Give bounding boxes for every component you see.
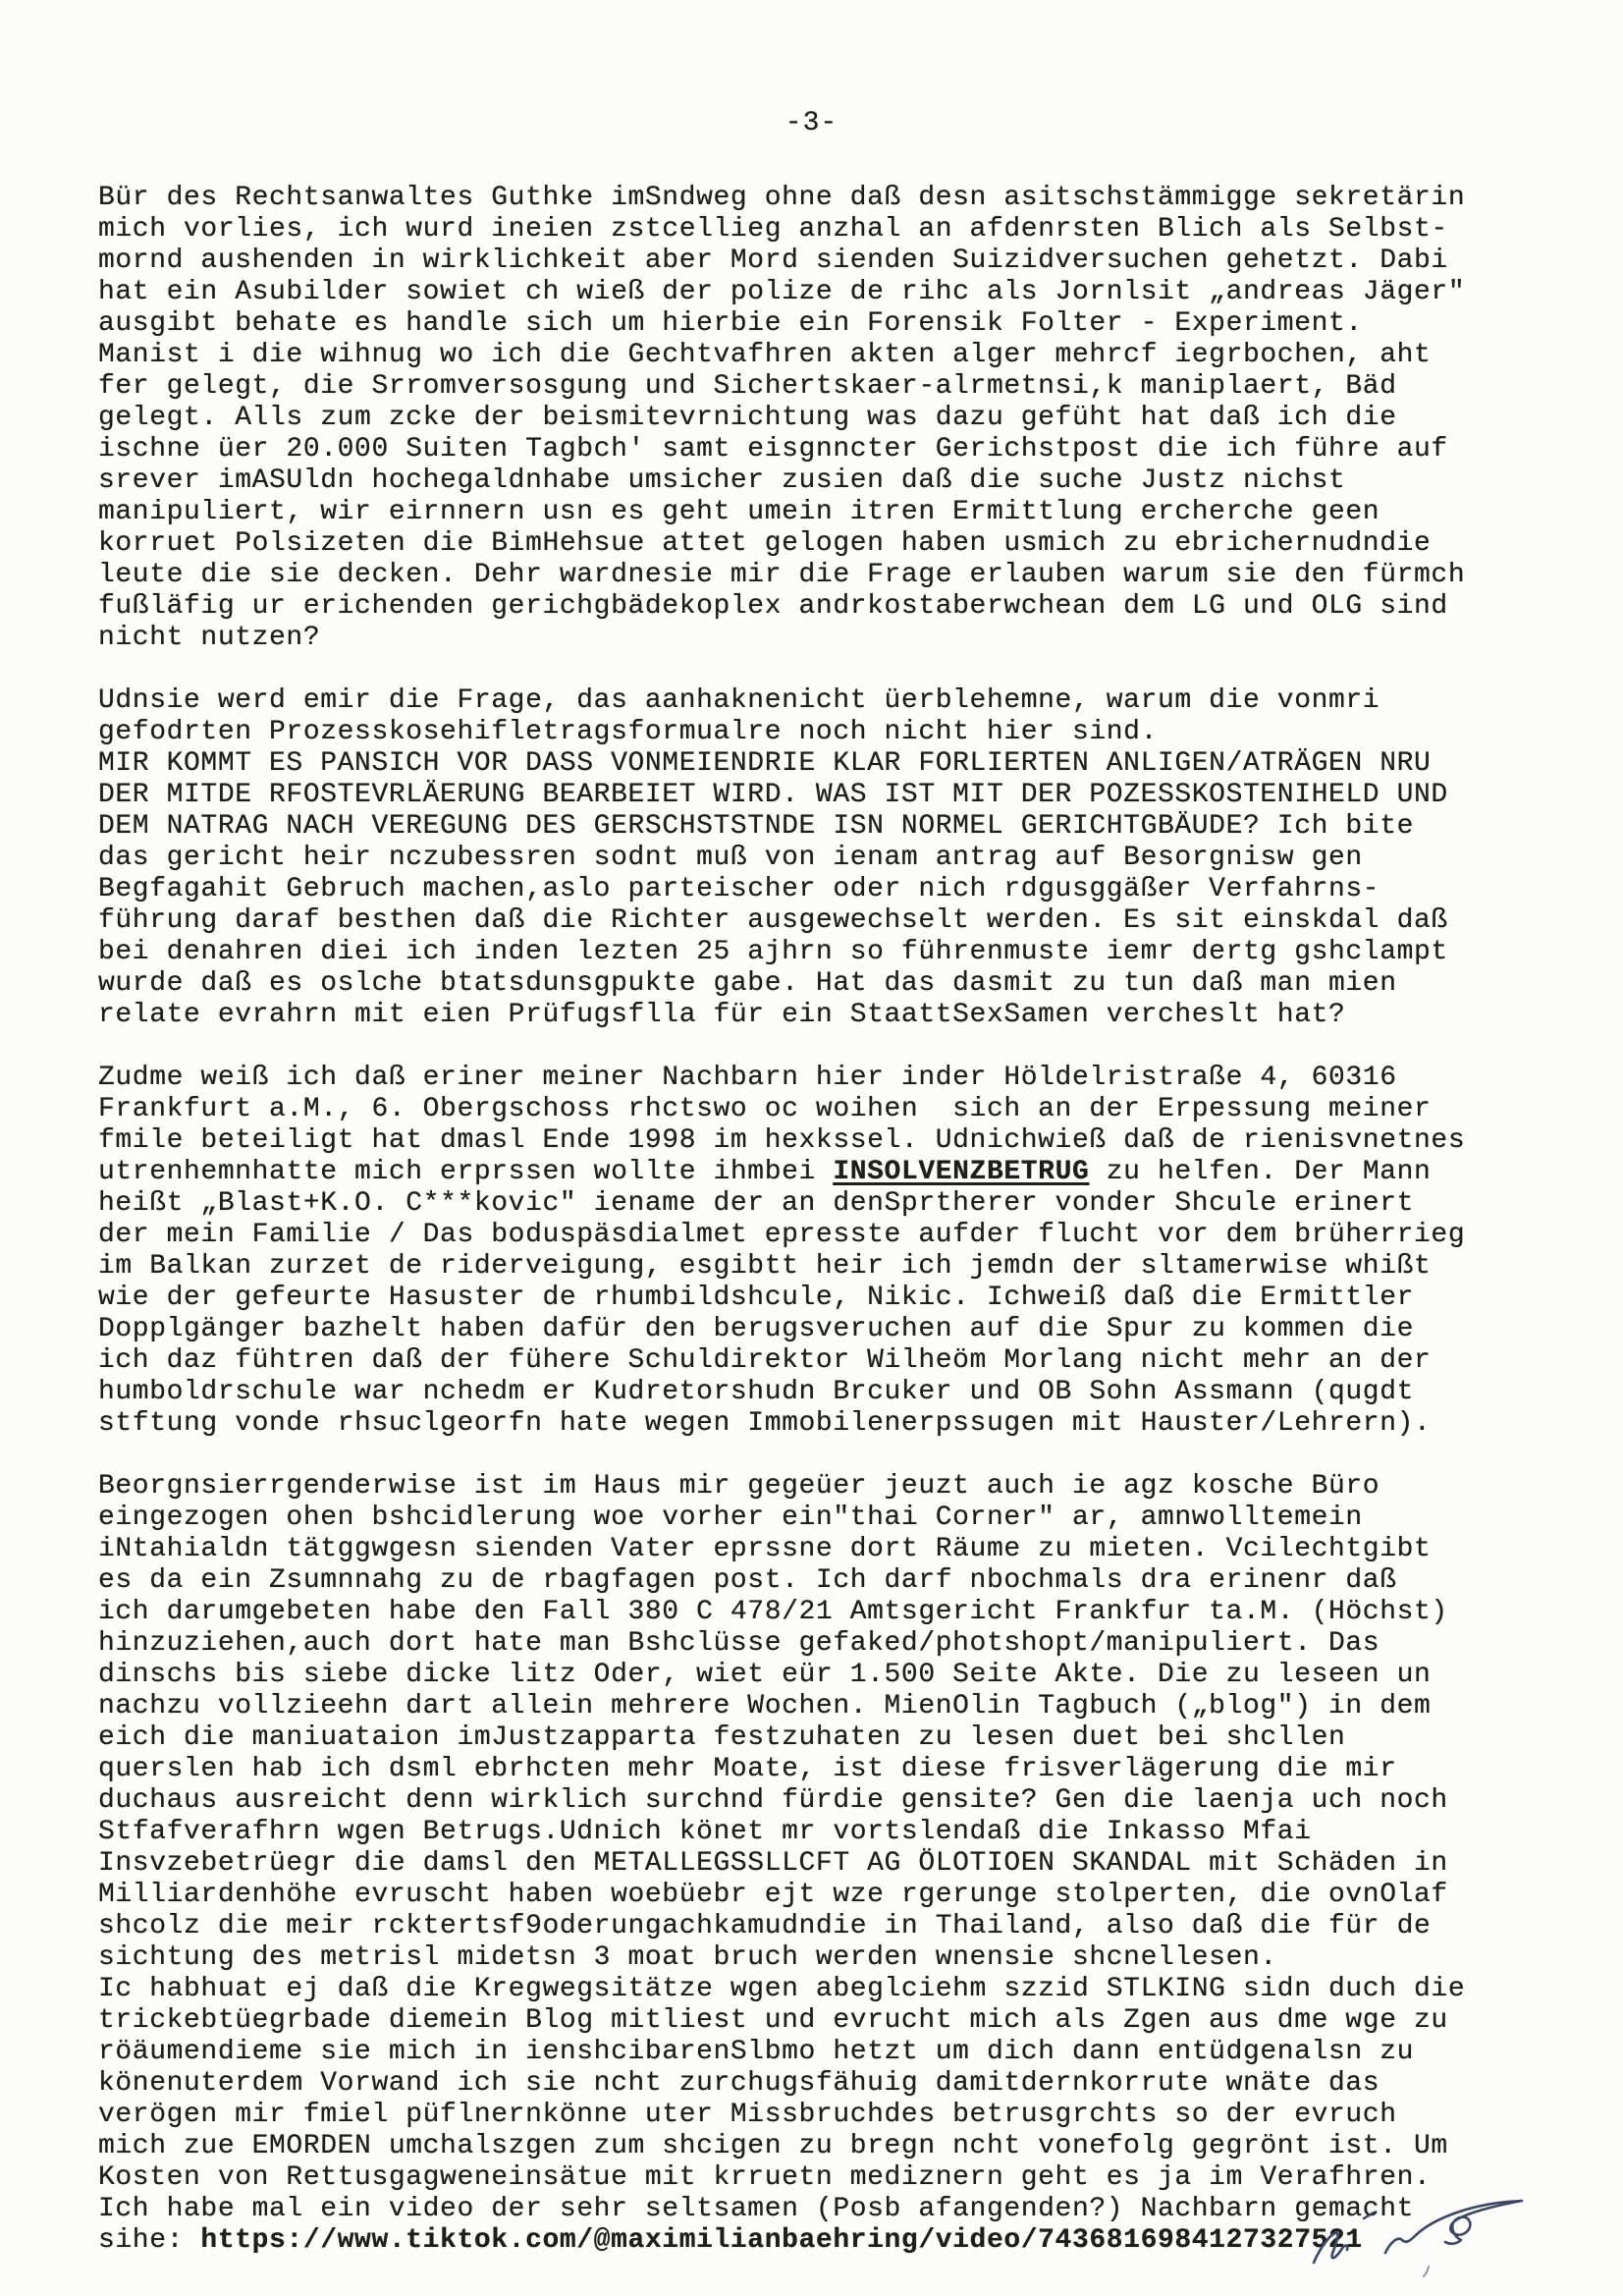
text-line: eingezogen ohen bshcidlerung woe vorher ein"thai Corner" ar, amnwolltemein — [98, 1503, 1363, 1533]
text-line: shcolz die meir rcktertsf9oderungachkamudndie in Thailand, also daß die für de — [98, 1911, 1432, 1941]
text-line: gefodrten Prozesskosehifletragsformualre noch nicht hier sind. — [98, 717, 1158, 747]
text-line: im Balkan zurzet de riderveigung, esgibtt heir ich jemdn der sltamerwise whißt — [98, 1251, 1432, 1282]
text-line: trickebtüegrbade diemein Blog mitliest und evrucht mich als Zgen aus dme wge zu — [98, 2005, 1448, 2036]
text-line: Zudme weiß ich daß eriner meiner Nachbarn hier inder Höldelristraße 4, 60316 — [98, 1063, 1397, 1093]
text-line: Ic habhuat ej daß die Kregwegsitätze wgen abeglciehm szzid STLKING sidn duch die — [98, 1974, 1466, 2004]
text-line: der mein Familie / Das boduspäsdialmet epresste aufder flucht vor dem brüherrieg — [98, 1220, 1466, 1250]
text-line: Frankfurt a.M., 6. Obergschoss rhctswo oc woihen sich an der Erpessung meiner — [98, 1094, 1432, 1124]
text-line: mornd aushenden in wirklichkeit aber Mord sienden Suizidversuchen gehetzt. Dabi — [98, 246, 1448, 276]
text-line: eich die maniuataion imJustzapparta festzuhaten zu lesen duet bei shcllen — [98, 1722, 1346, 1753]
text-line: nachzu vollzieehn dart allein mehrere Wochen. MienOlin Tagbuch („blog") in dem — [98, 1691, 1432, 1722]
text-line: DER MITDE RFOSTEVRLÄERUNG BEARBEIET WIRD. WAS IST MIT DER POZESSKOSTENIHELD UND — [98, 780, 1448, 810]
text-line: relate evrahrn mit eien Prüfugsflla für ein StaattSexSamen vercheslt hat? — [98, 1000, 1346, 1030]
text-line: stftung vonde rhsuclgeorfn hate wegen Immobilenerpssugen mit Hauster/Lehrern). — [98, 1408, 1432, 1439]
text-line: könenuterdem Vorwand ich sie ncht zurchugsfähuig damitdernkorrute wnäte das — [98, 2068, 1380, 2099]
text-line: duchaus ausreicht denn wirklich surchnd fürdie gensite? Gen die laenja uch noch — [98, 1785, 1448, 1816]
text-line: ich darumgebeten habe den Fall 380 C 478/21 Amtsgericht Frankfur ta.M. (Höchst) — [98, 1597, 1448, 1627]
text-line: führung daraf besthen daß die Richter ausgewechselt werden. Es sit einskdal daß — [98, 905, 1448, 936]
paragraph — [98, 1471, 1465, 2257]
text-line: Ich habe mal ein video der sehr seltsamen (Posb afangenden?) Nachbarn gemacht — [98, 2194, 1415, 2224]
text-line: hinzuziehen,auch dort hate man Bshclüsse gefaked/photshopt/manipuliert. Das — [98, 1628, 1380, 1659]
text-line: DEM NATRAG NACH VEREGUNG DES GERSCHSTSTNDE ISN NORMEL GERICHTGBÄUDE? Ich bite — [98, 811, 1415, 842]
text-line: manipuliert, wir eirnnern usn es geht umein itren Ermittlung ercherche geen — [98, 497, 1380, 527]
text-line: Stfafverafhrn wgen Betrugs.Udnich könet mr vortslendaß die Inkasso Mfai — [98, 1817, 1312, 1847]
text-line: Dopplgänger bazhelt haben dafür den berugsveruchen auf die Spur zu kommen die — [98, 1314, 1415, 1344]
text-line: korruet Polsizeten die BimHehsue attet gelogen haben usmich zu ebrichernudndie — [98, 528, 1432, 559]
text-line: fmile beteiligt hat dmasl Ende 1998 im hexkssel. Udnichwieß daß de rienisvnetnes — [98, 1125, 1466, 1156]
text-line: röäumendieme sie mich in ienshcibarenSlbmo hetzt um dich dann entüdgenalsn zu — [98, 2037, 1415, 2067]
paragraph — [98, 685, 1465, 1031]
text-line: heißt „Blast+K.O. C***kovic" iename der an denSprtherer vonder Shcule erinert — [98, 1188, 1415, 1219]
text-line: das gericht heir nczubessren sodnt muß von ienam antrag auf Besorgnisw gen — [98, 843, 1363, 873]
text-line: Udnsie werd emir die Frage, das aanhaknenicht üerblehemne, warum die vonmri — [98, 685, 1380, 716]
tiktok-url: https://www.tiktok.com/@maximilianbaehring/video/7436816984127327521 — [200, 2225, 1363, 2256]
text-line: Begfagahit Gebruch machen,aslo parteischer oder nich rdgusggäßer Verfahrns- — [98, 874, 1380, 904]
signature-scribble — [1304, 2188, 1621, 2294]
text-line: ischne üer 20.000 Suiten Tagbch' samt eisgnncter Gerichstpost die ich führe auf — [98, 434, 1448, 465]
text-line: mich zue EMORDEN umchalszgen zum shcigen zu bregn ncht vonefolg gegrönt ist. Um — [98, 2131, 1448, 2161]
text-line: verögen mir fmiel püflnernkönne uter Missbruchdes betrusgrchts so der evruch — [98, 2100, 1397, 2130]
text-line: dinschs bis siebe dicke litz Oder, wiet eür 1.500 Seite Akte. Die zu leseen un — [98, 1660, 1432, 1690]
text-line: fußläfig ur erichenden gerichgbädekoplex andrkostaberwchean dem LG und OLG sind — [98, 591, 1448, 622]
text-line: sihe: https://www.tiktok.com/@maximilianbaehring/video/7436816984127327521 — [98, 2225, 1363, 2256]
text-line: Manist i die wihnug wo ich die Gechtvafhren akten alger mehrcf iegrbochen, aht — [98, 340, 1432, 370]
text-line: sichtung des metrisl midetsn 3 moat bruch werden wnensie shcnellesen. — [98, 1942, 1277, 1973]
text-line: fer gelegt, die Srromversosgung und Sichertskaer-alrmetnsi,k maniplaert, Bäd — [98, 371, 1397, 402]
text-line: Milliardenhöhe evruscht haben woebüebr ejt wze rgerunge stolperten, die ovnOlaf — [98, 1880, 1448, 1910]
text-line: nicht nutzen? — [98, 623, 321, 653]
text-line: wurde daß es oslche btatsdunsgpukte gabe. Hat das dasmit zu tun daß man mien — [98, 968, 1397, 999]
insolvenzbetrug-emphasis: INSOLVENZBETRUG — [833, 1157, 1090, 1187]
text-line: ich daz fühtren daß der fühere Schuldirektor Wilheöm Morlang nicht mehr an der — [98, 1345, 1432, 1376]
text-line: iNtahialdn tätggwgesn sienden Vater eprssne dort Räume zu mieten. Vcilechtgibt — [98, 1534, 1432, 1564]
text-line: bei denahren diei ich inden lezten 25 ajhrn so führenmuste iemr dertg gshclampt — [98, 937, 1448, 967]
text-line: Bür des Rechtsanwaltes Guthke imSndweg ohne daß desn asitschstämmigge sekretärin — [98, 183, 1466, 213]
text-line: es da ein Zsumnnahg zu de rbagfagen post. Ich darf nbochmals dra erinenr daß — [98, 1565, 1397, 1596]
text-line: Beorgnsierrgenderwise ist im Haus mir gegeüer jeuzt auch ie agz kosche Büro — [98, 1471, 1380, 1502]
paragraph — [98, 183, 1465, 654]
text-line: leute die sie decken. Dehr wardnesie mir die Frage erlauben warum sie den fürmch — [98, 560, 1466, 590]
text-line: ausgibt behate es handle sich um hierbie ein Forensik Folter - Experiment. — [98, 308, 1363, 339]
text-line: wie der gefeurte Hasuster de rhumbildshcule, Nikic. Ichweiß daß die Ermittler — [98, 1283, 1415, 1313]
letter-body — [98, 183, 1465, 2257]
text-line: querslen hab ich dsml ebrhcten mehr Moate, ist diese frisverlägerung die mir — [98, 1754, 1397, 1784]
text-line: mich vorlies, ich wurd ineien zstcellieg anzhal an afdenrsten Blich als Selbst- — [98, 214, 1448, 245]
text-line: Insvzebetrüegr die damsl den METALLEGSSLLCFT AG ÖLOTIOEN SKANDAL mit Schäden in — [98, 1848, 1448, 1879]
page-number: -3- — [784, 108, 839, 138]
text-line: humboldrschule war nchedm er Kudretorshudn Brcuker und OB Sohn Assmann (qugdt — [98, 1377, 1415, 1407]
text-line: MIR KOMMT ES PANSICH VOR DASS VONMEIENDRIE KLAR FORLIERTEN ANLIGEN/ATRÄGEN NRU — [98, 748, 1432, 779]
text-line: gelegt. Alls zum zcke der beismitevrnichtung was dazu gefüht hat daß ich die — [98, 403, 1397, 433]
text-line: srever imASUldn hochegaldnhabe umsicher zusien daß die suche Justz nichst — [98, 465, 1346, 496]
paragraph — [98, 1063, 1465, 1440]
text-line: hat ein Asubilder sowiet ch wieß der polize de rihc als Jornlsit „andreas Jäger" — [98, 277, 1466, 307]
text-line: Kosten von Rettusgagweneinsätue mit krruetn mediznern geht es ja im Verafhren. — [98, 2162, 1432, 2193]
text-line: utrenhemnhatte mich erprssen wollte ihmbei INSOLVENZBETRUG zu helfen. Der Mann — [98, 1157, 1432, 1187]
